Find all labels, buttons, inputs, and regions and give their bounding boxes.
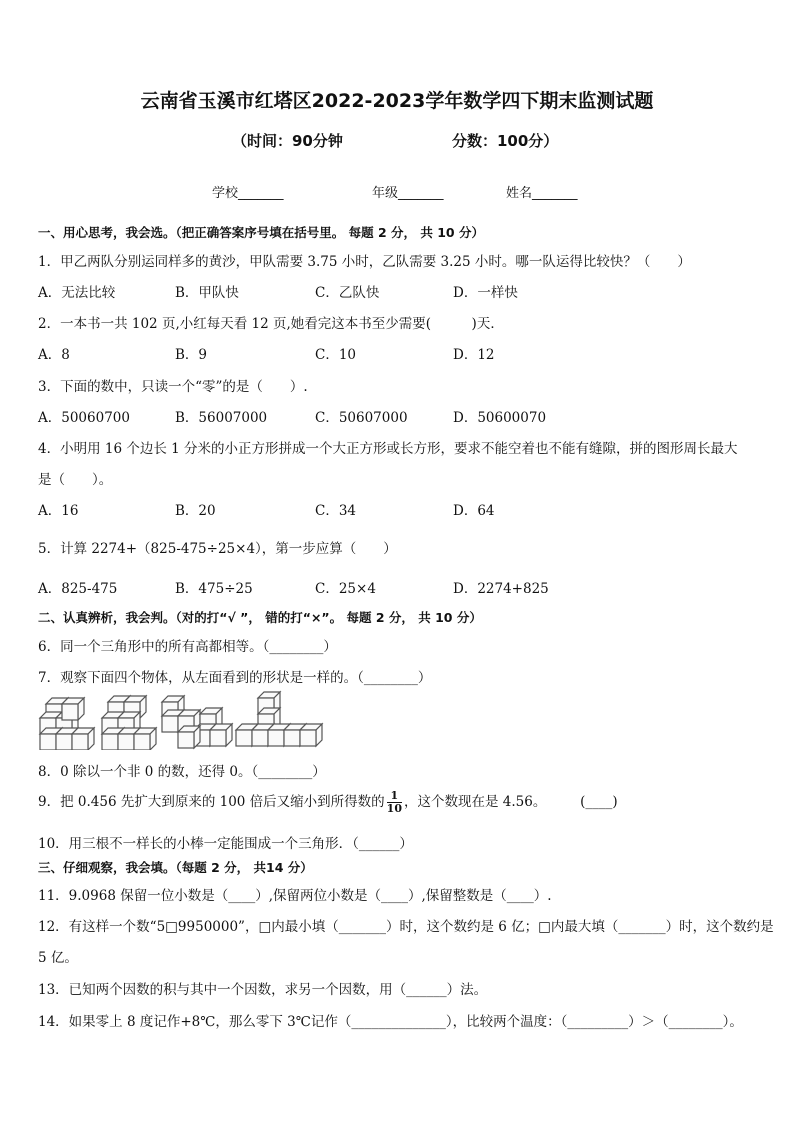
question-7: 7．观察下面四个物体，从左面看到的形状是一样的。（________） — [38, 670, 432, 686]
question-10: 10．用三根不一样长的小棒一定能围成一个三角形．（______） — [38, 836, 413, 852]
fraction-one-tenth — [387, 790, 402, 815]
q3-option-a: A．50060700 — [38, 410, 130, 426]
q4-option-c: C．34 — [315, 503, 357, 519]
question-8: 8．0 除以一个非 0 的数，还得 0。（________） — [38, 764, 326, 780]
question-5: 5．计算 2274+（825-475÷25×4），第一步应算（ ） — [38, 541, 397, 557]
question-4-line-2: 是（ ）。 — [38, 472, 113, 488]
cube-stack-2 — [102, 696, 156, 750]
question-2: 2．一本书一共 102 页,小红每天看 12 页,她看完这本书至少需要( )天． — [38, 316, 504, 332]
cube-stack-4 — [236, 692, 322, 746]
question-4-line-1: 4．小明用 16 个边长 1 分米的小正方形拼成一个大正方形或长方形，要求不能空着也不能有缝隙，拼的图形周长最大 — [38, 441, 738, 457]
q1-option-d: D．一样快 — [453, 285, 518, 301]
question-12-line-1: 12．有这样一个数“5□9950000”，□内最小填（_______）时，这个数约是 6 亿；□内最大填（_______）时，这个数约是 — [38, 919, 774, 935]
q2-option-c: C．10 — [315, 347, 357, 363]
question-9-text-after: ，这个数现在是 4.56。 (____) — [403, 794, 618, 810]
question-11: 11．9.0968 保留一位小数是（____）,保留两位小数是（____）,保留整数是（____）. — [38, 888, 552, 904]
q5-option-b: B．475÷25 — [175, 581, 253, 597]
section-2-heading: 二、认真辨析，我会判。（对的打“√ ”， 错的打“×”。 每题 2 分， 共 10 分） — [38, 610, 482, 625]
question-14: 14．如果零上 8 度记作+8℃，那么零下 3℃记作（______________），比较两个温度：（_________）＞（________）。 — [38, 1014, 743, 1030]
question-13: 13．已知两个因数的积与其中一个因数，求另一个因数，用（______）法。 — [38, 982, 488, 998]
q1-option-c: C．乙队快 — [315, 285, 380, 301]
fraction-denominator: 10 — [386, 802, 402, 815]
q4-option-d: D．64 — [453, 503, 495, 519]
q2-option-b: B．9 — [175, 347, 208, 363]
q1-option-b: B．甲队快 — [175, 285, 239, 301]
q5-option-d: D．2274+825 — [453, 581, 549, 597]
grade-field: 年级_______ — [372, 186, 444, 201]
question-7-figures — [36, 688, 326, 750]
q4-option-b: B．20 — [175, 503, 216, 519]
question-3: 3．下面的数中，只读一个“零”的是（ ）. — [38, 379, 308, 395]
question-9-text-before: 9．把 0.456 先扩大到原来的 100 倍后又缩小到所得数的 — [38, 794, 385, 810]
q5-option-c: C．25×4 — [315, 581, 376, 597]
q2-option-a: A．8 — [38, 347, 70, 363]
q2-option-d: D．12 — [453, 347, 495, 363]
question-12-line-2: 5 亿。 — [38, 950, 78, 966]
question-9 — [38, 788, 618, 816]
q3-option-c: C．50607000 — [315, 410, 408, 426]
question-6: 6．同一个三角形中的所有高都相等。（________） — [38, 639, 337, 655]
section-1-heading: 一、用心思考，我会选。（把正确答案序号填在括号里。 每题 2 分， 共 10 分） — [38, 225, 484, 240]
score-label: 分数：100分） — [452, 132, 559, 150]
page-title: 云南省玉溪市红塔区2022-2023学年数学四下期末监测试题 — [140, 90, 654, 112]
fraction-numerator: 1 — [387, 790, 402, 803]
name-field: 姓名_______ — [506, 186, 578, 201]
cube-stack-3 — [162, 696, 232, 748]
q5-option-a: A．825-475 — [38, 581, 118, 597]
q4-option-a: A．16 — [38, 503, 79, 519]
q3-option-b: B．56007000 — [175, 410, 268, 426]
question-1: 1．甲乙两队分别运同样多的黄沙，甲队需要 3.75 小时，乙队需要 3.25 小时。哪一队运得比较快？（ ） — [38, 254, 691, 270]
school-field: 学校_______ — [212, 186, 284, 201]
q1-option-a: A．无法比较 — [38, 285, 116, 301]
time-label: （时间：90分钟 — [232, 132, 343, 150]
section-3-heading: 三、仔细观察，我会填。（每题 2 分， 共14 分） — [38, 860, 313, 875]
q3-option-d: D．50600070 — [453, 410, 547, 426]
cube-stack-1 — [40, 698, 94, 750]
